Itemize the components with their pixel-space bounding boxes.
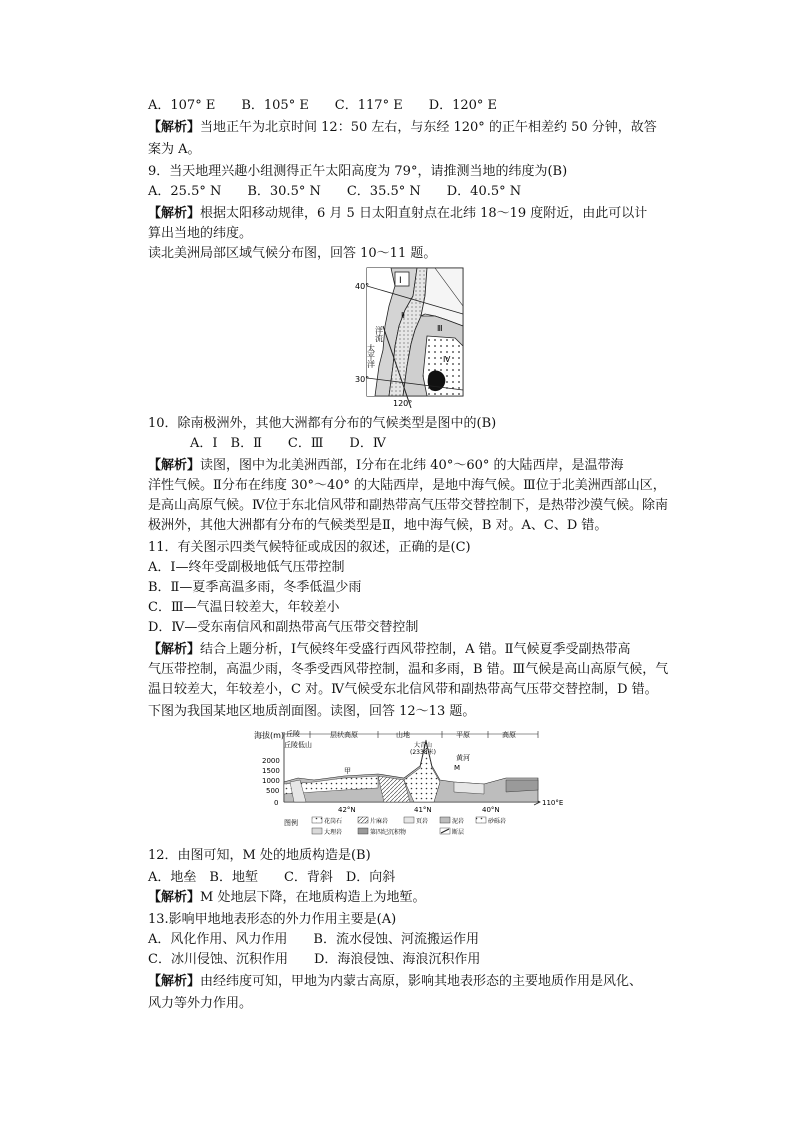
zone-plateau: 高原	[502, 731, 516, 739]
section-intro: 下图为我国某地区地质剖面图。读图，回答 12～13 题。	[148, 704, 476, 719]
label-jia: 甲	[344, 767, 351, 775]
analysis-text: 由经纬度可知，甲地为内蒙古高原，影响其地表形态的主要地质作用是风化、	[200, 974, 643, 989]
geo-section	[254, 726, 564, 840]
q11-option-b: B．Ⅱ—夏季高温多雨，冬季低温少雨	[148, 580, 362, 595]
q12-stem: 12．由图可知，M 处的地质构造是(B)	[148, 848, 371, 863]
q11-option-a: A．Ⅰ—终年受副极地低气压带控制	[148, 560, 345, 575]
x-tick-42n: 42°N	[338, 806, 356, 814]
climate-map	[355, 266, 475, 408]
x-lon: 110°E	[542, 799, 564, 807]
q9-stem: 9．当天地理兴趣小组测得正午太阳高度为 79°，请推测当地的纬度为(B)	[148, 164, 568, 179]
q10-analysis-2: 洋性气候。Ⅱ分布在纬度 30°～40° 的大陆西岸，是地中海气候。Ⅲ位于北美洲西部山区，	[148, 478, 666, 493]
y-tick-2000: 2000	[262, 757, 280, 765]
q8-analysis	[148, 118, 657, 138]
x-tick-41n: 41°N	[414, 806, 432, 814]
zone-plain: 平原	[456, 731, 470, 739]
lat-bottom: 30°	[355, 375, 370, 384]
lat-top: 40°	[355, 282, 370, 291]
analysis-tag: 【解析】	[148, 642, 201, 657]
legend-gneiss: 片麻岩	[370, 818, 389, 825]
q8-options: A．107° E B．105° E C．117° E D．120° E	[148, 98, 498, 113]
q9-options: A．25.5° N B．30.5° N C．35.5° N D．40.5° N	[148, 184, 522, 199]
analysis-tag: 【解析】	[148, 120, 201, 135]
q11-option-c: C．Ⅲ—气温日较差大，年较差小	[148, 600, 340, 615]
q11-analysis-3: 温日较差大，年较差小，C 对。Ⅳ气候受东北信风带和副热带高气压带交替控制，D 错。	[148, 682, 658, 697]
map-intro: 读北美洲局部区域气候分布图，回答 10～11 题。	[148, 246, 437, 261]
q10-stem: 10．除南极洲外，其他大洲都有分布的气候类型是图中的(B)	[148, 416, 497, 431]
label-river: 黄河	[456, 754, 470, 762]
peak-name: 大青山	[414, 742, 433, 749]
q13-options-cd: C．冰川侵蚀、沉积作用 D．海浪侵蚀、海浪沉积作用	[148, 952, 481, 967]
q8-analysis-cont: 案为 A。	[148, 142, 201, 157]
q11-option-d: D．Ⅳ—受东南信风和副热带高气压带交替控制	[148, 620, 419, 635]
q13-stem: 13.影响甲地地表形态的外力作用主要是(A)	[148, 912, 397, 927]
analysis-text: 读图，图中为北美洲西部，Ⅰ分布在北纬 40°～60° 的大陆西岸，是温带海	[200, 458, 624, 473]
q10-options: A．Ⅰ B．Ⅱ C．Ⅲ D．Ⅳ	[190, 436, 386, 451]
y-tick-0: 0	[274, 799, 279, 807]
q9-analysis-cont: 算出当地的纬度。	[148, 226, 253, 241]
zone-hills-1: 丘陵	[286, 730, 300, 738]
label-region-3: Ⅲ	[437, 324, 443, 333]
legend-shale: 页岩	[416, 818, 429, 825]
q10-analysis	[148, 456, 624, 476]
q10-analysis-4: 极洲外，其他大洲都有分布的气候类型是Ⅱ，地中海气候，B 对。A、C、D 错。	[148, 518, 608, 533]
q11-analysis	[148, 640, 631, 660]
label-current: 洋流	[374, 326, 384, 342]
analysis-tag: 【解析】	[148, 890, 201, 905]
label-region-2: Ⅱ	[401, 311, 405, 320]
label-m: M	[454, 764, 461, 772]
zone-hills: 丘陵低山	[284, 741, 312, 749]
q12-options: A．地垒 B．地堑 C．背斜 D．向斜	[148, 870, 396, 885]
q9-analysis	[148, 204, 647, 224]
ylabel: 海拔(m)	[254, 731, 285, 740]
q13-analysis	[148, 972, 642, 992]
analysis-tag: 【解析】	[148, 458, 201, 473]
legend-fault: 断层	[452, 829, 465, 836]
q11-analysis-2: 气压带控制，高温少雨，冬季受西风带控制，温和多雨，B 错。Ⅲ气候是高山高原气候，气	[148, 662, 669, 677]
label-ocean: 太平洋	[366, 344, 376, 368]
analysis-text: 当地正午为北京时间 12：50 左右，与东经 120° 的正午相差约 50 分钟，故答	[200, 120, 657, 135]
legend-title: 图例	[284, 819, 298, 827]
analysis-tag: 【解析】	[148, 206, 201, 221]
legend-granite: 花岗石	[324, 818, 343, 825]
q13-options-ab: A．风化作用、风力作用 B．流水侵蚀、河流搬运作用	[148, 932, 479, 947]
q10-analysis-3: 是高山高原气候。Ⅳ位于东北信风带和副热带高气压带交替控制下，是热带沙漠气候。除南	[148, 498, 668, 513]
analysis-tag: 【解析】	[148, 974, 201, 989]
y-tick-500: 500	[266, 787, 280, 795]
y-tick-1500: 1500	[262, 767, 280, 775]
peak-height: (2338米)	[410, 749, 436, 756]
y-tick-1000: 1000	[262, 777, 280, 785]
lon-bottom: 120°	[393, 399, 413, 408]
zone-plateau-layer: 层状高原	[330, 731, 358, 739]
zone-mountain: 山地	[396, 731, 410, 739]
q11-stem: 11．有关图示四类气候特征或成因的叙述，正确的是(C)	[148, 540, 471, 555]
legend-conglomerate: 砂砾岩	[488, 818, 507, 825]
legend-marble: 大理岩	[324, 829, 343, 836]
x-tick-40n: 40°N	[482, 806, 500, 814]
legend-mudstone: 泥岩	[452, 818, 465, 825]
q12-analysis	[148, 888, 425, 908]
label-region-1: Ⅰ	[399, 276, 402, 286]
analysis-text: 根据太阳移动规律，6 月 5 日太阳直射点在北纬 18～19 度附近，由此可以计	[200, 206, 648, 221]
label-region-4: Ⅳ	[443, 355, 451, 364]
legend-quaternary: 第四纪沉积物	[370, 829, 407, 836]
analysis-text: 结合上题分析，Ⅰ气候终年受盛行西风带控制，A 错。Ⅱ气候夏季受副热带高	[200, 642, 631, 657]
q13-analysis-cont: 风力等外力作用。	[148, 996, 253, 1011]
analysis-text: M 处地层下降，在地质构造上为地堑。	[200, 890, 426, 905]
